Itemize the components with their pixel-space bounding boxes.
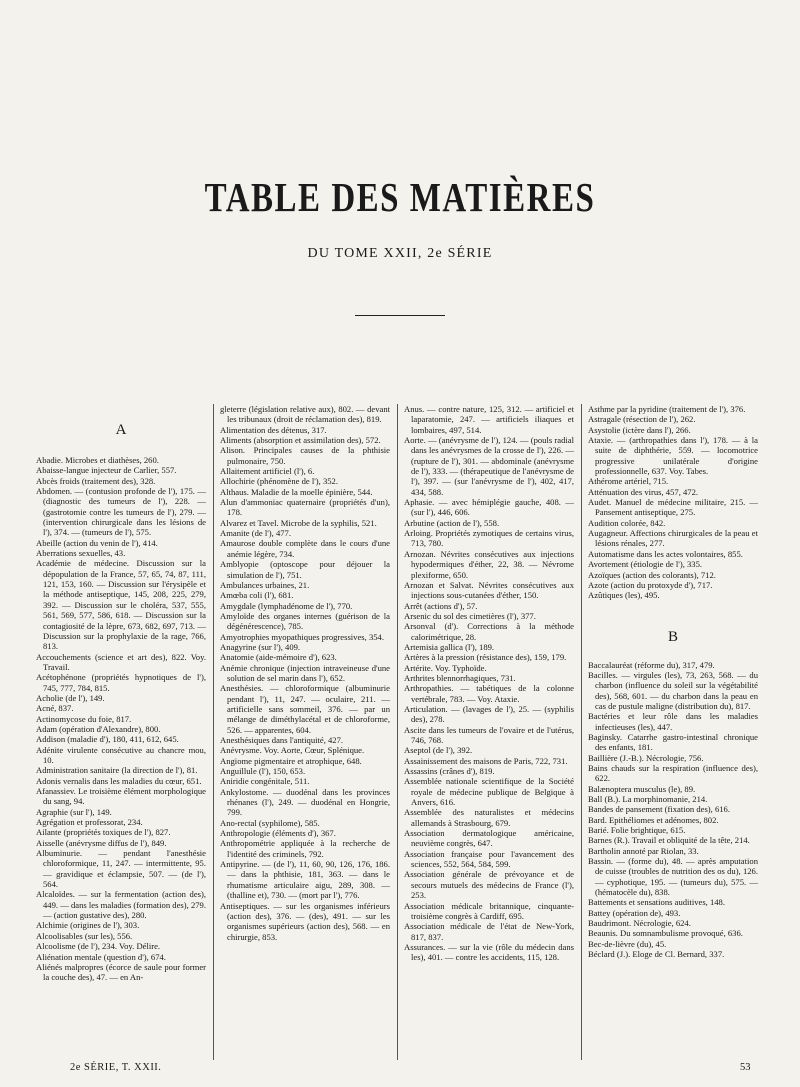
index-entry: Arbutine (action de l'), 558. xyxy=(404,517,500,528)
index-entry: gleterre (législation relative aux), 802. — devant les tribunaux (droit de réclamation des), 819. xyxy=(220,404,390,425)
title-rule xyxy=(355,315,445,316)
index-entry: Azoïques (action des colorants), 712. xyxy=(588,569,716,580)
index-column-4 xyxy=(588,404,758,960)
index-entry: Amanite (de l'), 477. xyxy=(220,528,291,539)
index-entry: Alison. Principales causes de la phthisie pulmonaire, 750. xyxy=(220,445,390,466)
index-entry: Bartholin annoté par Riolan, 33. xyxy=(588,845,699,856)
index-entry: Azote (action du protoxyde d'), 717. xyxy=(588,579,713,590)
index-entry: Assemblée des naturalistes et médecins allemands à Strasbourg, 679. xyxy=(404,807,574,828)
index-entry: Baudrimont. Nécrologie, 624. xyxy=(588,918,691,929)
index-entry: Administration sanitaire (la direction de l'), 81. xyxy=(36,765,198,776)
index-entry: Amyotrophies myopathiques progressives, 354. xyxy=(220,631,384,642)
index-entry: Aliénés malpropres (écorce de saule pour former la couche des), 47. — en An- xyxy=(36,961,206,983)
index-entry: Baginsky. Catarrhe gastro-intestinal chronique des enfants, 181. xyxy=(588,731,758,753)
index-entry: Amygdale (lymphadénome de l'), 770. xyxy=(220,600,353,611)
index-entry: Anagyrine (sur l'), 409. xyxy=(220,641,301,652)
index-entry: Association générale de prévoyance et de secours mutuels des médecins de France (l'), 253. xyxy=(404,869,574,901)
index-entry: Ascite dans les tumeurs de l'ovaire et de l'utérus, 746, 768. xyxy=(404,724,574,745)
index-entry: Bacilles. — virgules (les), 73, 263, 568. — du charbon (influence du soleil sur la végétabilité des), 568, 601. — du charbon dans la peau en cas de pustule maligne (distribution du), 817. xyxy=(588,669,758,711)
index-entry: Ball (B.). La morphinomanie, 214. xyxy=(588,794,708,804)
index-entry: Athérome artériel, 715. xyxy=(588,476,669,487)
index-entry: Aliments (absorption et assimilation des), 572. xyxy=(220,435,381,446)
index-entry: Beaunis. Du somnambulisme provoqué, 636. xyxy=(588,928,743,939)
index-entry: Atténuation des virus, 457, 472. xyxy=(588,486,699,497)
index-entry: Abeille (action du venin de l'), 414. xyxy=(36,537,158,548)
index-entry: Amœba coli (l'), 681. xyxy=(220,590,294,601)
index-entry: Assainissement des maisons de Paris, 722, 731. xyxy=(404,755,568,766)
index-entry: Addison (maladie d'), 180, 411, 612, 645. xyxy=(36,734,179,745)
index-entry: Bactéries et leur rôle dans les maladies infectieuses (les), 447. xyxy=(588,711,758,732)
index-column-1 xyxy=(36,404,206,983)
index-entry: Anémie chronique (injection intraveineuse d'une solution de sel marin dans l'), 652. xyxy=(220,662,390,683)
index-column-3 xyxy=(404,404,574,963)
index-entry: Association française pour l'avancement des sciences, 552, 564, 584, 599. xyxy=(404,848,574,870)
index-entry: Alimentation des détenus, 317. xyxy=(220,424,327,435)
index-entry: Adam (opération d'Alexandre), 800. xyxy=(36,723,161,734)
index-entry: Barié. Folie brightique, 615. xyxy=(588,825,686,836)
index-entry: Amyloïde des organes internes (guérison de la dégénérescence), 785. xyxy=(220,610,390,632)
index-entry: Anesthésies. — chloroformique (albuminurie pendant l'), 11, 247. — oculaire, 211. — artificielle sans sommeil, 376. — par un mélange de diméthylacétal et de chloroforme, 526. — apparentes, 604. xyxy=(220,683,390,735)
index-entry: Abdomen. — (contusion profonde de l'), 175. — (diagnostic des tumeurs de l'), 228. — (gastrotomie contre les tumeurs de l'), 279. — (intervention chirurgicale dans les lésions de l'), 374. — (tumeurs de l'), 575. xyxy=(36,486,206,538)
index-entry: Arloing. Propriétés zymotiques de certains virus, 713, 780. xyxy=(404,528,574,549)
index-entry: Anus. — contre nature, 125, 312. — artificiel et laparatomie, 247. — artificiels iliaques et lombaires, 497, 514. xyxy=(404,404,574,435)
index-entry: Arthropathies. — tabétiques de la colonne vertébrale, 783. — Voy. Ataxie. xyxy=(404,683,574,704)
index-entry: Ankylostome. — duodénal dans les provinces rhénanes (l'), 249. — duodénal en Hongrie, 799. xyxy=(220,786,390,818)
index-entry: Acholie (de l'), 149. xyxy=(36,692,105,703)
index-entry: Azûtiques (les), 495. xyxy=(588,590,660,601)
index-entry: Albuminurie. — pendant l'anesthésie chloroformique, 11, 247. — intermittente, 95. — gravidique et éclampsie, 507. — (de l'), 564. xyxy=(36,848,206,890)
index-entry: Aisselle (anévrysme diffus de l'), 849. xyxy=(36,837,167,848)
index-entry: Bains chauds sur la respiration (influence des), 622. xyxy=(588,762,758,784)
index-entry: Baillière (J.-B.). Nécrologie, 756. xyxy=(588,752,704,763)
index-entry: Antiseptiques. — sur les organismes inférieurs (action des), 376. — (des), 491. — sur les organismes supérieurs (action des), 568. — en chirurgie, 853. xyxy=(220,900,390,942)
index-entry: Anatomie (aide-mémoire d'), 623. xyxy=(220,652,337,663)
index-entry: Baccalauréat (réforme du), 317, 479. xyxy=(588,659,715,670)
index-entry: Allochirie (phénomène de l'), 352. xyxy=(220,476,339,487)
index-entry: Assurances. — sur la vie (rôle du médecin dans les), 401. — contre les accidents, 115, 128. xyxy=(404,941,574,963)
index-entry: Anthropométrie appliquée à la recherche de l'identité des criminels, 792. xyxy=(220,838,390,859)
index-columns xyxy=(36,404,770,1064)
index-entry: Aniridie congénitale, 511. xyxy=(220,776,310,787)
index-entry: Association dermatologique américaine, neuvième congrès, 647. xyxy=(404,828,574,849)
index-entry: Alun d'ammoniac quaternaire (propriétés d'un), 178. xyxy=(220,497,390,518)
index-entry: Audet. Manuel de médecine militaire, 215. — Pansement antiseptique, 275. xyxy=(588,497,758,518)
index-entry: Ano-rectal (syphilome), 585. xyxy=(220,817,320,828)
index-entry: Asystolie (ictère dans l'), 266. xyxy=(588,424,691,435)
index-entry: Alcoolisables (sur les), 556. xyxy=(36,930,133,941)
index-entry: Augagneur. Affections chirurgicales de la peau et lésions rénales, 277. xyxy=(588,528,758,549)
index-entry: Acné, 837. xyxy=(36,703,74,714)
index-entry: Accouchements (science et art des), 822. Voy. Travail. xyxy=(36,651,206,672)
index-entry: Association médicale de l'état de New-York, 817, 837. xyxy=(404,921,574,942)
index-entry: Aliénation mentale (question d'), 674. xyxy=(36,951,166,962)
index-entry: Aphasie. — avec hémiplégie gauche, 408. — (sur l'), 446, 606. xyxy=(404,497,574,518)
index-entry: Alvarez et Tavel. Microbe de la syphilis, 521. xyxy=(220,517,377,528)
index-entry: Agraphie (sur l'), 149. xyxy=(36,806,112,817)
index-entry: Abadie. Microbes et diathèses, 260. xyxy=(36,455,159,465)
index-entry: Bec-de-lièvre (du), 45. xyxy=(588,938,667,949)
index-entry: Agrégation et professorat, 234. xyxy=(36,817,143,828)
index-entry: Assassins (crânes d'), 819. xyxy=(404,766,495,777)
index-entry: Ataxie. — (arthropathies dans l'), 178. — à la suite de diphthérie, 559. — locomotrice progressive unilatérale d'origine professionnelle, 637. Voy. Tabes. xyxy=(588,435,758,477)
index-entry: Articulation. — (lavages de l'), 25. — (syphilis des), 278. xyxy=(404,703,574,725)
index-entry: Association médicale britannique, cinquante-troisième congrès à Cardiff, 695. xyxy=(404,900,574,921)
index-entry: Asthme par la pyridine (traitement de l'), 376. xyxy=(588,404,746,414)
index-entry: Abaisse-langue injecteur de Carlier, 557. xyxy=(36,465,177,476)
index-entry: Acétophénone (propriétés hypnotiques de l'), 745, 777, 784, 815. xyxy=(36,672,206,693)
column-divider xyxy=(581,404,582,1060)
index-entry: Aseptol (de l'), 392. xyxy=(404,745,473,756)
index-entry: Anguillule (l'), 150, 653. xyxy=(220,766,306,777)
index-column-2 xyxy=(220,404,390,942)
index-entry: Automatisme dans les actes volontaires, 855. xyxy=(588,548,743,559)
index-entry: Antipyrine. — (de l'), 11, 60, 90, 126, 176, 186. — dans la phthisie, 181, 363. — dans le rhumatisme articulaire aigu, 289, 308. — (thalline et), 730. — (mort par l'), 776. xyxy=(220,859,390,901)
index-entry: Anesthésiques dans l'antiquité, 427. xyxy=(220,735,344,745)
index-entry: Bandes de pansement (fixation des), 616. xyxy=(588,804,730,815)
index-entry: Anthropologie (éléments d'), 367. xyxy=(220,828,336,839)
index-entry: Arrêt (actions d'), 57. xyxy=(404,600,478,611)
index-entry: Angiome pigmentaire et atrophique, 648. xyxy=(220,755,362,766)
index-entry: Amblyopie (optoscope pour déjouer la simulation de l'), 751. xyxy=(220,559,390,580)
index-entry: Bard. Epithéliomes et adénomes, 802. xyxy=(588,814,719,825)
index-entry: Althaus. Maladie de la moelle épinière, 544. xyxy=(220,486,373,497)
index-entry: Abcès froids (traitement des), 328. xyxy=(36,475,156,486)
column-divider xyxy=(397,404,398,1060)
index-entry: Assemblée nationale scientifique de la Société royale de médecine publique de Belgique à Anvers, 616. xyxy=(404,776,574,808)
index-entry: Actinomycose du foie, 817. xyxy=(36,713,132,724)
index-entry: Artérite. Voy. Typhoïde. xyxy=(404,662,487,673)
index-entry: Ailante (propriétés toxiques de l'), 827. xyxy=(36,827,171,838)
index-entry: Aberrations sexuelles, 43. xyxy=(36,548,126,559)
index-entry: Audition colorée, 842. xyxy=(588,517,666,528)
page-subtitle: DU TOME XXII, 2e SÉRIE xyxy=(307,246,493,261)
index-entry: Artemisia gallica (l'), 189. xyxy=(404,641,495,652)
footer-series: 2e SÉRIE, T. XXII. xyxy=(70,1062,162,1073)
page-title: TABLE DES MATIÈRES xyxy=(204,176,596,221)
index-entry: Artères à la pression (résistance des), 159, 179. xyxy=(404,652,567,663)
index-entry: Aorte. — (anévrysme de l'), 124. — (pouls radial dans les anévrysmes de la crosse de l'), 226. — (rupture de l'), 301. — abdominale (anévrysme de l'), 333. — (thérapeutique de l'anévrysme de l'), 397. — (sur l'anévrysme de l'), 402, 417, 434, 588. xyxy=(404,435,574,497)
index-entry: Anévrysme. Voy. Aorte, Cœur, Splénique. xyxy=(220,745,365,756)
index-entry: Arthrites blennorrhagiques, 731. xyxy=(404,672,516,683)
index-entry: Alcoolisme (de l'), 234. Voy. Délire. xyxy=(36,941,161,952)
index-entry: Bassin. — (forme du), 48. — après amputation de cuisse (troubles de nutrition des os du), 126. — cyphotique, 195. — (tumeurs du), 575. — (hématocèle du), 838. xyxy=(588,856,758,898)
index-entry: Arnozan et Salvat. Névrites consécutives aux injections sous-cutanées d'éther, 150. xyxy=(404,579,574,601)
index-entry: Battey (opération de), 493. xyxy=(588,907,681,918)
index-entry: Arsenic du sol des cimetières (l'), 377. xyxy=(404,610,536,621)
index-entry: Alcaloïdes. — sur la fermentation (action des), 449. — dans les maladies (formation des), 279. — (action gustative des), 280. xyxy=(36,889,206,921)
index-entry: Balænoptera musculus (le), 89. xyxy=(588,783,696,794)
index-entry: Astragale (résection de l'), 262. xyxy=(588,414,696,425)
index-entry: Battements et sensations auditives, 148. xyxy=(588,897,726,908)
index-entry: Afanassiev. Le troisième élément morphologique du sang, 94. xyxy=(36,786,206,807)
section-letter: A xyxy=(115,422,127,438)
index-entry: Avortement (étiologie de l'), 335. xyxy=(588,559,703,570)
index-entry: Académie de médecine. Discussion sur la dépopulation de la France, 57, 65, 74, 87, 111, 121, 153, 160. — Discussion sur l'érysipèle et la méthode antiseptique, 145, 208, 225, 279, 392. — Discussion sur le choléra, 537, 555, 561, 569, 577, 586, 618. — Discussion sur la contagiosité de la lèpre, 673, 682, 697, 713. — Discussion sur la prophylaxie de la rage, 766, 813. xyxy=(36,558,206,652)
section-letter: B xyxy=(667,628,678,645)
column-divider xyxy=(213,404,214,1060)
index-entry: Arsonval (d'). Corrections à la méthode calorimétrique, 28. xyxy=(404,621,574,642)
index-entry: Barnes (R.). Travail et obliquité de la tête, 214. xyxy=(588,835,750,846)
page-number: 53 xyxy=(740,1062,751,1073)
index-entry: Adénite virulente consécutive au chancre mou, 10. xyxy=(36,744,206,765)
index-entry: Amaurose double complète dans le cours d'une anémie légère, 734. xyxy=(220,538,390,559)
index-entry: Béclard (J.). Eloge de Cl. Bernard, 337. xyxy=(588,949,725,960)
index-entry: Ambulances urbaines, 21. xyxy=(220,579,310,590)
index-entry: Allaitement artificiel (l'), 6. xyxy=(220,466,315,477)
index-entry: Adonis vernalis dans les maladies du cœur, 651. xyxy=(36,775,202,786)
index-entry: Arnozan. Névrites consécutives aux injections hypodermiques d'éther, 22, 38. — Névrome plexiforme, 650. xyxy=(404,548,574,580)
index-entry: Alchimie (origines de l'), 303. xyxy=(36,920,140,931)
